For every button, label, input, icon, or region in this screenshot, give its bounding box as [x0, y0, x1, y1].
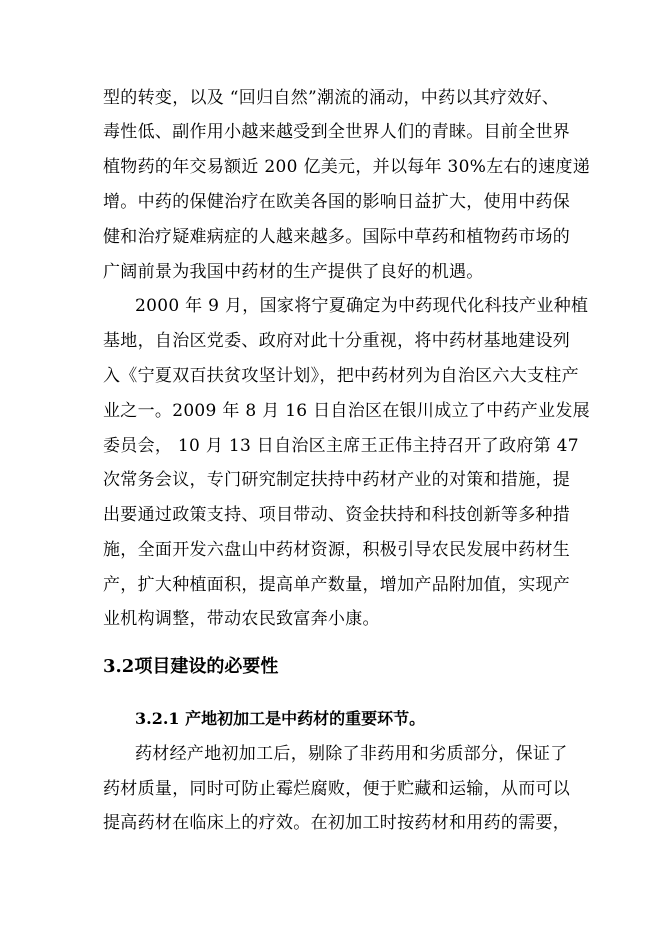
subsection-heading: 3.2.1 产地初加工是中药材的重要环节。	[135, 709, 426, 728]
text-line: 2000 年 9 月，国家将宁夏确定为中药现代化科技产业种植	[135, 296, 589, 316]
text-line: 增。中药的保健治疗在欧美各国的影响日益扩大，使用中药保	[103, 192, 571, 212]
text-line: 施，全面开发六盘山中药材资源，积极引导农民发展中药材生	[103, 540, 571, 560]
section-heading: 3.2项目建设的必要性	[103, 656, 279, 677]
text-line: 植物药的年交易额近 200 亿美元，并以每年 30%左右的速度递	[103, 157, 591, 177]
text-line: 入《宁夏双百扶贫攻坚计划》，把中药材列为自治区六大支柱产	[103, 366, 579, 386]
text-line: 提高药材在临床上的疗效。在初加工时按药材和用药的需要，	[103, 813, 571, 833]
text-line: 业之一。2009 年 8 月 16 日自治区在银川成立了中药产业发展	[103, 401, 590, 421]
text-line: 型的转变，以及 “回归自然”潮流的涌动，中药以其疗效好、	[103, 88, 560, 108]
text-line: 药材质量，同时可防止霉烂腐败，便于贮藏和运输，从而可以	[103, 779, 571, 799]
text-line: 委员会， 10 月 13 日自治区主席王正伟主持召开了政府第 47	[103, 436, 579, 456]
text-line: 毒性低、副作用小越来越受到全世界人们的青睐。目前全世界	[103, 122, 571, 142]
text-line: 产，扩大种植面积，提高单产数量，增加产品附加值，实现产	[103, 575, 571, 595]
text-line: 出要通过政策支持、项目带动、资金扶持和科技创新等多种措	[103, 505, 571, 525]
text-line: 业机构调整，带动农民致富奔小康。	[103, 609, 380, 629]
text-line: 健和治疗疑难病症的人越来越多。国际中草药和植物药市场的	[103, 227, 571, 247]
text-line: 药材经产地初加工后，剔除了非药用和劣质部分，保证了	[135, 744, 568, 764]
text-line: 广阔前景为我国中药材的生产提供了良好的机遇。	[103, 262, 484, 282]
text-line: 基地，自治区党委、政府对此十分重视，将中药材基地建设列	[103, 331, 571, 351]
text-line: 次常务会议，专门研究制定扶持中药材产业的对策和措施，提	[103, 470, 571, 490]
